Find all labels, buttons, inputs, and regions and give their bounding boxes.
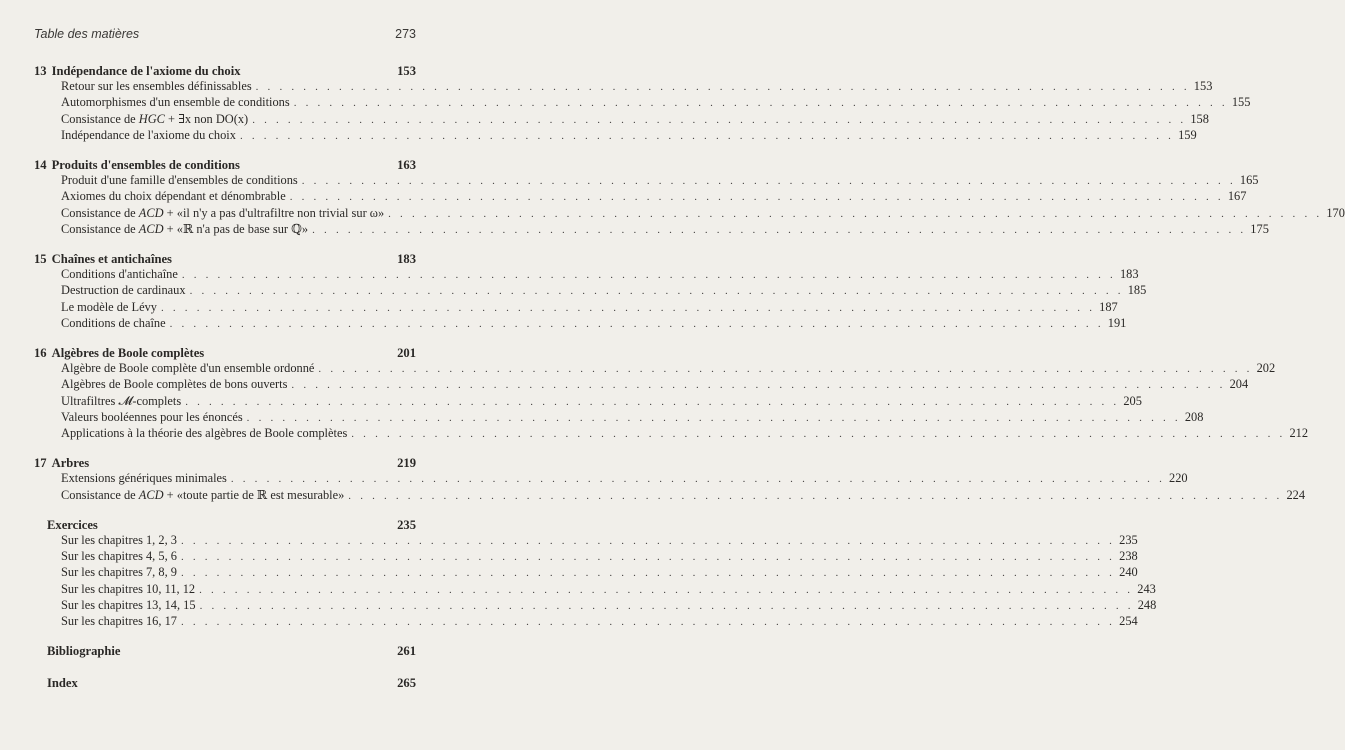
- entry-text: + «il n'y a pas d'ultrafiltre non trivial sur ω»: [163, 205, 385, 220]
- page-number: 153: [1193, 79, 1213, 94]
- entry-text: Exercices: [47, 517, 98, 532]
- toc-entry-label: [61, 283, 186, 298]
- toc-entry[interactable]: [34, 614, 1138, 630]
- entry-text: Chaînes et antichaînes: [51, 252, 172, 267]
- chapter-heading-label: [34, 64, 241, 79]
- entry-text: Arbres: [51, 456, 90, 471]
- chapter-number: 14: [34, 158, 47, 173]
- entry-math: ACD: [138, 487, 164, 502]
- toc-entry[interactable]: [34, 533, 1138, 549]
- toc-entry-label: [61, 300, 157, 315]
- toc-entry[interactable]: [34, 471, 1188, 487]
- entry-math: ACD: [138, 205, 164, 220]
- page-number: 205: [1123, 393, 1142, 408]
- page-number: 175: [1250, 221, 1269, 236]
- page-number: 254: [1119, 614, 1138, 629]
- entry-text: Bibliographie: [47, 644, 121, 659]
- toc-entry[interactable]: [34, 409, 1204, 426]
- toc-entry-label: [61, 533, 177, 548]
- toc-entry-label: [61, 614, 177, 629]
- toc-entry[interactable]: [34, 111, 1209, 128]
- bibliography-heading[interactable]: [34, 644, 416, 659]
- dot-leader: . . . . . . . . . . . . . . . . . . . . . . . . . . . . . . . . . . . . . . . . . . . . . . . . . . . . . . . . . . . . . . . . . . . . . . . . . . . . . . .: [185, 395, 1120, 408]
- dot-leader: . . . . . . . . . . . . . . . . . . . . . . . . . . . . . . . . . . . . . . . . . . . . . . . . . . . . . . . . . . . . . . . . . . . . . . . . . . . . . . .: [312, 223, 1247, 236]
- page-number: 212: [1289, 426, 1309, 441]
- chapter-section: [34, 346, 1309, 442]
- toc-entry[interactable]: [34, 377, 1249, 393]
- page-number: 208: [1184, 409, 1204, 424]
- page-number: 158: [1190, 111, 1209, 126]
- page-number: 153: [397, 64, 416, 78]
- chapter-number: 16: [34, 346, 47, 361]
- toc-entry-label: [61, 598, 196, 613]
- chapter-number: 13: [34, 64, 47, 78]
- entry-text: Sur les chapitres 16, 17: [61, 614, 177, 629]
- chapter-heading[interactable]: [34, 158, 416, 173]
- entry-text: Consistance de: [61, 221, 139, 236]
- dot-leader: . . . . . . . . . . . . . . . . . . . . . . . . . . . . . . . . . . . . . . . . . . . . . . . . . . . . . . . . . . . . . . . . . . . . . . . . . . . . . . .: [246, 411, 1181, 424]
- dot-leader: . . . . . . . . . . . . . . . . . . . . . . . . . . . . . . . . . . . . . . . . . . . . . . . . . . . . . . . . . . . . . . . . . . . . . . . . . . . . . . .: [318, 363, 1253, 376]
- dot-leader: . . . . . . . . . . . . . . . . . . . . . . . . . . . . . . . . . . . . . . . . . . . . . . . . . . . . . . . . . . . . . . . . . . . . . . . . . . . . . . .: [252, 113, 1187, 126]
- toc-entry-label: [61, 95, 290, 110]
- chapter-heading-label: [34, 252, 172, 267]
- page-number: 165: [1239, 173, 1259, 188]
- dot-leader: . . . . . . . . . . . . . . . . . . . . . . . . . . . . . . . . . . . . . . . . . . . . . . . . . . . . . . . . . . . . . . . . . . . . . . . . . . . . . . .: [230, 473, 1166, 486]
- chapter-heading[interactable]: [34, 252, 416, 267]
- entry-text: Consistance de: [61, 205, 139, 220]
- toc-entry[interactable]: [34, 267, 1139, 283]
- toc-entry-label: [61, 128, 236, 143]
- entry-text: + ∃x non DO(x): [164, 111, 249, 126]
- chapter-section: [34, 456, 1306, 504]
- entry-text: Produits d'ensembles de conditions: [51, 158, 240, 173]
- page-number: 185: [1127, 283, 1147, 298]
- toc-entry-label: [61, 79, 252, 94]
- page-number: 155: [1231, 95, 1251, 110]
- toc-entry-label: [61, 394, 181, 409]
- running-head-title: Table des matières: [34, 27, 140, 41]
- toc-entry-label: [61, 582, 195, 597]
- chapter-heading-label: [34, 158, 240, 173]
- index-section: [34, 676, 416, 691]
- bibliography-heading-label: [47, 644, 120, 659]
- entry-text: Sur les chapitres 7, 8, 9: [61, 565, 177, 580]
- toc-entry-label: [61, 316, 166, 331]
- toc-entry-label: [61, 361, 314, 376]
- dot-leader: . . . . . . . . . . . . . . . . . . . . . . . . . . . . . . . . . . . . . . . . . . . . . . . . . . . . . . . . . . . . . . . . . . . . . . . . . . . . . . .: [388, 207, 1323, 220]
- running-head: [34, 27, 416, 41]
- page-number: 202: [1256, 361, 1276, 376]
- toc-entry[interactable]: [34, 79, 1213, 95]
- toc-entry[interactable]: [34, 283, 1147, 299]
- chapter-heading-label: [34, 456, 89, 471]
- entry-text: Sur les chapitres 13, 14, 15: [61, 597, 196, 612]
- entry-text: + «ℝ n'a pas de base sur ℚ»: [163, 221, 309, 236]
- entry-math: ACD: [138, 221, 164, 236]
- chapter-heading[interactable]: [34, 346, 416, 361]
- page-number: 240: [1119, 565, 1138, 580]
- page-number: 219: [397, 456, 416, 471]
- chapter-heading-label: [34, 346, 204, 361]
- chapter-heading[interactable]: [34, 64, 416, 79]
- entry-text: Le modèle de Lévy: [61, 299, 157, 314]
- toc-entry[interactable]: [34, 361, 1276, 377]
- entry-text: Sur les chapitres 1, 2, 3: [61, 533, 177, 548]
- chapter-number: 15: [34, 252, 47, 267]
- toc-entry[interactable]: [34, 95, 1251, 111]
- entry-text: Destruction de cardinaux: [61, 283, 186, 298]
- toc-entry-label: [61, 267, 178, 282]
- toc-entry[interactable]: [34, 597, 1157, 614]
- dot-leader: . . . . . . . . . . . . . . . . . . . . . . . . . . . . . . . . . . . . . . . . . . . . . . . . . . . . . . . . . . . . . . . . . . . . . . . . . . . . . . .: [181, 269, 1116, 282]
- chapter-section: [34, 64, 1251, 144]
- dot-leader: . . . . . . . . . . . . . . . . . . . . . . . . . . . . . . . . . . . . . . . . . . . . . . . . . . . . . . . . . . . . . . . . . . . . . . . . . . . . . . .: [180, 551, 1116, 564]
- page-number: 265: [397, 675, 416, 690]
- page-number: 238: [1119, 549, 1138, 564]
- dot-leader: . . . . . . . . . . . . . . . . . . . . . . . . . . . . . . . . . . . . . . . . . . . . . . . . . . . . . . . . . . . . . . . . . . . . . . . . . . . . . . .: [239, 129, 1175, 142]
- toc-entry-label: [61, 471, 227, 486]
- table-of-contents: [34, 64, 1345, 705]
- page-number: 243: [1137, 581, 1156, 596]
- entry-text: Sur les chapitres 10, 11, 12: [61, 581, 196, 596]
- page-number: 220: [1169, 471, 1188, 486]
- entry-text: Retour sur les ensembles définissables: [61, 79, 252, 94]
- dot-leader: . . . . . . . . . . . . . . . . . . . . . . . . . . . . . . . . . . . . . . . . . . . . . . . . . . . . . . . . . . . . . . . . . . . . . . . . . . . . . . .: [180, 535, 1116, 548]
- toc-entry[interactable]: [34, 173, 1259, 189]
- index-heading-label: [47, 676, 78, 691]
- running-head-page-number: 273: [395, 27, 416, 41]
- entry-text: Sur les chapitres 4, 5, 6: [61, 549, 177, 564]
- page-number: 183: [397, 252, 416, 267]
- toc-entry-label: [61, 488, 344, 503]
- entry-text: Ultrafiltres 𝓜-complets: [61, 393, 182, 408]
- dot-leader: . . . . . . . . . . . . . . . . . . . . . . . . . . . . . . . . . . . . . . . . . . . . . . . . . . . . . . . . . . . . . . . . . . . . . . . . . . . . . . .: [161, 301, 1096, 314]
- toc-entry[interactable]: [34, 549, 1138, 565]
- dot-leader: . . . . . . . . . . . . . . . . . . . . . . . . . . . . . . . . . . . . . . . . . . . . . . . . . . . . . . . . . . . . . . . . . . . . . . . . . . . . . . .: [351, 428, 1286, 441]
- page-number: 159: [1178, 127, 1197, 142]
- entry-math: HGC: [138, 111, 165, 126]
- entry-text: Algèbres de Boole complètes: [51, 346, 205, 361]
- dot-leader: . . . . . . . . . . . . . . . . . . . . . . . . . . . . . . . . . . . . . . . . . . . . . . . . . . . . . . . . . . . . . . . . . . . . . . . . . . . . . . .: [199, 583, 1134, 596]
- toc-entry-label: [61, 549, 177, 564]
- toc-entry[interactable]: [34, 189, 1247, 205]
- dot-leader: . . . . . . . . . . . . . . . . . . . . . . . . . . . . . . . . . . . . . . . . . . . . . . . . . . . . . . . . . . . . . . . . . . . . . . . . . . . . . . .: [289, 191, 1224, 204]
- exercises-heading[interactable]: [34, 518, 416, 533]
- dot-leader: . . . . . . . . . . . . . . . . . . . . . . . . . . . . . . . . . . . . . . . . . . . . . . . . . . . . . . . . . . . . . . . . . . . . . . . . . . . . . . .: [348, 489, 1283, 502]
- page-number: 191: [1107, 315, 1127, 330]
- chapter-heading[interactable]: [34, 456, 416, 471]
- entry-text: Index: [47, 675, 78, 690]
- dot-leader: . . . . . . . . . . . . . . . . . . . . . . . . . . . . . . . . . . . . . . . . . . . . . . . . . . . . . . . . . . . . . . . . . . . . . . . . . . . . . . .: [293, 97, 1228, 110]
- toc-entry[interactable]: [34, 205, 1345, 222]
- entry-text: Consistance de: [61, 111, 139, 126]
- dot-leader: . . . . . . . . . . . . . . . . . . . . . . . . . . . . . . . . . . . . . . . . . . . . . . . . . . . . . . . . . . . . . . . . . . . . . . . . . . . . . . .: [199, 599, 1134, 612]
- index-heading[interactable]: [34, 676, 416, 691]
- toc-entry-label: [61, 222, 308, 237]
- entry-text: Conditions de chaîne: [61, 315, 166, 330]
- page-number: 235: [1119, 533, 1138, 548]
- entry-text: Algèbres de Boole complètes de bons ouverts: [61, 377, 288, 392]
- dot-leader: . . . . . . . . . . . . . . . . . . . . . . . . . . . . . . . . . . . . . . . . . . . . . . . . . . . . . . . . . . . . . . . . . . . . . . . . . . . . . . .: [180, 616, 1116, 629]
- page-number: 248: [1137, 597, 1157, 612]
- toc-entry-label: [61, 206, 384, 221]
- toc-entry[interactable]: [34, 221, 1269, 238]
- page-number: 170: [1326, 205, 1345, 220]
- page-number: 167: [1227, 189, 1247, 204]
- page-number: 261: [397, 644, 416, 659]
- toc-entry-label: [61, 565, 177, 580]
- page-number: 201: [397, 346, 416, 361]
- toc-entry[interactable]: [34, 565, 1138, 581]
- toc-entry[interactable]: [34, 581, 1156, 598]
- page-number: 187: [1099, 299, 1118, 314]
- dot-leader: . . . . . . . . . . . . . . . . . . . . . . . . . . . . . . . . . . . . . . . . . . . . . . . . . . . . . . . . . . . . . . . . . . . . . . . . . . . . . . .: [169, 317, 1104, 330]
- toc-entry[interactable]: [34, 127, 1197, 144]
- bibliography-section: [34, 644, 416, 659]
- page-number: 235: [397, 517, 416, 532]
- page-number: 163: [397, 158, 416, 173]
- dot-leader: . . . . . . . . . . . . . . . . . . . . . . . . . . . . . . . . . . . . . . . . . . . . . . . . . . . . . . . . . . . . . . . . . . . . . . . . . . . . . . .: [291, 379, 1226, 392]
- entry-text: + «toute partie de ℝ est mesurable»: [163, 487, 345, 502]
- toc-entry[interactable]: [34, 487, 1306, 504]
- entry-text: Conditions d'antichaîne: [61, 267, 178, 282]
- entry-text: Automorphismes d'un ensemble de conditions: [61, 95, 290, 110]
- toc-entry[interactable]: [34, 315, 1127, 332]
- entry-text: Consistance de: [61, 487, 139, 502]
- toc-entry[interactable]: [34, 426, 1309, 442]
- entry-text: Indépendance de l'axiome du choix: [51, 64, 241, 78]
- page-number: 204: [1229, 377, 1249, 392]
- dot-leader: . . . . . . . . . . . . . . . . . . . . . . . . . . . . . . . . . . . . . . . . . . . . . . . . . . . . . . . . . . . . . . . . . . . . . . . . . . . . . . .: [189, 285, 1124, 298]
- exercises-section: [34, 517, 1157, 630]
- entry-text: Axiomes du choix dépendant et dénombrable: [61, 189, 286, 204]
- entry-text: Valeurs booléennes pour les énoncés: [61, 409, 243, 424]
- entry-text: Produit d'une famille d'ensembles de conditions: [61, 173, 298, 188]
- chapter-section: [34, 158, 1345, 238]
- entry-text: Algèbre de Boole complète d'un ensemble ordonné: [61, 361, 315, 376]
- toc-entry-label: [61, 173, 298, 188]
- exercises-heading-label: [47, 518, 98, 533]
- page-number: 224: [1286, 487, 1306, 502]
- toc-entry[interactable]: [34, 393, 1142, 410]
- page-number: 183: [1119, 267, 1139, 282]
- toc-entry-label: [61, 112, 248, 127]
- entry-text: Extensions génériques minimales: [61, 471, 227, 486]
- entry-text: Indépendance de l'axiome du choix: [61, 127, 236, 142]
- dot-leader: . . . . . . . . . . . . . . . . . . . . . . . . . . . . . . . . . . . . . . . . . . . . . . . . . . . . . . . . . . . . . . . . . . . . . . . . . . . . . . .: [180, 567, 1116, 580]
- toc-entry-label: [61, 410, 243, 425]
- toc-entry-label: [61, 426, 347, 441]
- dot-leader: . . . . . . . . . . . . . . . . . . . . . . . . . . . . . . . . . . . . . . . . . . . . . . . . . . . . . . . . . . . . . . . . . . . . . . . . . . . . . . .: [301, 175, 1236, 188]
- toc-entry-label: [61, 189, 286, 204]
- chapter-section: [34, 252, 1147, 332]
- chapter-number: 17: [34, 456, 47, 471]
- entry-text: Applications à la théorie des algèbres de Boole complètes: [61, 426, 348, 441]
- toc-entry[interactable]: [34, 299, 1118, 316]
- dot-leader: . . . . . . . . . . . . . . . . . . . . . . . . . . . . . . . . . . . . . . . . . . . . . . . . . . . . . . . . . . . . . . . . . . . . . . . . . . . . . . .: [255, 81, 1190, 94]
- toc-entry-label: [61, 377, 287, 392]
